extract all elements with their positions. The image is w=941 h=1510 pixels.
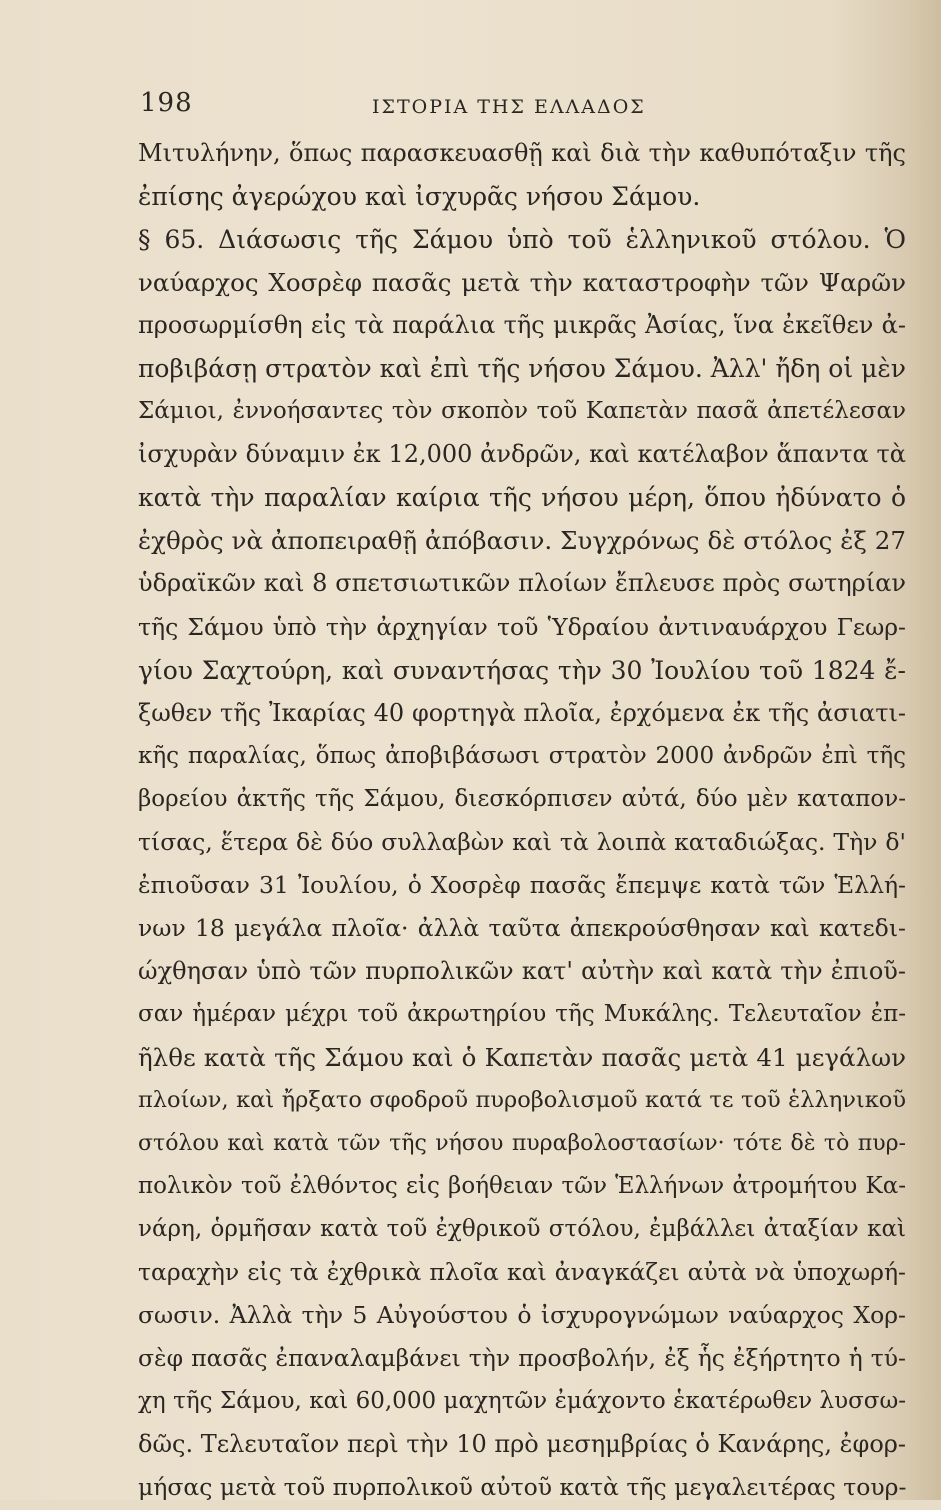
text-line: νάρη, ὁρμῆσαν κατὰ τοῦ ἐχθρικοῦ στόλου, ἐμβάλλει ἀταξίαν καὶ [138, 1216, 906, 1243]
text-line: χη τῆς Σάμου, καὶ 60,000 μαχητῶν ἐμάχοντο ἑκατέρωθεν λυσσω- [138, 1388, 906, 1415]
text-line: ποβιβάσῃ στρατὸν καὶ ἐπὶ τῆς νήσου Σάμου. Ἀλλ' ἤδη οἱ μὲν [138, 354, 906, 384]
page-number: 198 [140, 88, 193, 118]
text-line: ναύαρχος Χοσρὲφ πασᾶς μετὰ τὴν καταστροφὴν τῶν Ψαρῶν [138, 268, 906, 298]
body-text [138, 132, 906, 1510]
text-line: ώχθησαν ὑπὸ τῶν πυρπολικῶν κατ' αὐτὴν καὶ κατὰ τὴν ἐπιοῦ- [138, 956, 906, 985]
text-line: τῆς Σάμου ὑπὸ τὴν ἀρχηγίαν τοῦ Ὑδραίου ἀντιναυάρχου Γεωρ- [138, 612, 906, 641]
text-line: μήσας μετὰ τοῦ πυρπολικοῦ αὐτοῦ κατὰ τῆς μεγαλειτέρας τουρ- [138, 1473, 907, 1502]
text-line: ξωθεν τῆς Ἰκαρίας 40 φορτηγὰ πλοῖα, ἐρχόμενα ἐκ τῆς ἀσιατι- [138, 698, 906, 727]
text-line: κῆς παραλίας, ὅπως ἀποβιβάσωσι στρατὸν 2000 ἀνδρῶν ἐπὶ τῆς [138, 742, 906, 769]
text-line: Σάμιοι, ἐννοήσαντες τὸν σκοπὸν τοῦ Καπετὰν πασᾶ ἀπετέλεσαν [138, 398, 906, 425]
text-line: προσωρμίσθη εἰς τὰ παράλια τῆς μικρᾶς Ἀσίας, ἵνα ἐκεῖθεν ἀ- [138, 311, 906, 340]
text-line: πολικὸν τοῦ ἐλθόντος εἰς βοήθειαν τῶν Ἑλλήνων ἀτρομήτου Κα- [138, 1173, 906, 1200]
text-line: ἐπιοῦσαν 31 Ἰουλίου, ὁ Χοσρὲφ πασᾶς ἔπεμψε κατὰ τῶν Ἑλλή- [138, 870, 906, 899]
text-line: πλοίων, καὶ ἤρξατο σφοδροῦ πυροβολισμοῦ κατά τε τοῦ ἑλληνικοῦ [138, 1087, 906, 1114]
text-line: σαν ἡμέραν μέχρι τοῦ ἀκρωτηρίου τῆς Μυκάλης. Τελευταῖον ἐπ- [138, 1000, 906, 1027]
text-line: σὲφ πασᾶς ἐπαναλαμβάνει τὴν προσβολήν, ἐξ ἧς ἐξήρτητο ἡ τύ- [138, 1344, 906, 1373]
text-line: ἰσχυρὰν δύναμιν ἐκ 12,000 ἀνδρῶν, καὶ κατέλαβον ἅπαντα τὰ [138, 440, 906, 469]
text-line: ἐπίσης ἀγερώχου καὶ ἰσχυρᾶς νήσου Σάμου. [138, 182, 701, 212]
section-heading-line: § 65. Διάσωσις τῆς Σάμου ὑπὸ τοῦ ἑλληνικοῦ στόλου. Ὁ [138, 225, 906, 255]
running-head: ΙΣΤΟΡΙΑ ΤΗΣ ΕΛΛΑΔΟΣ [372, 96, 646, 118]
text-line: στόλου καὶ κατὰ τῶν τῆς νήσου πυραβολοστασίων· τότε δὲ τὸ πυρ- [138, 1131, 906, 1157]
text-line: κατὰ τὴν παραλίαν καίρια τῆς νήσου μέρη, ὅπου ἠδύνατο ὁ [138, 483, 906, 513]
text-line: γίου Σαχτούρη, καὶ συναντήσας τὴν 30 Ἰουλίου τοῦ 1824 ἔ- [138, 655, 906, 685]
text-line: σωσιν. Ἀλλὰ τὴν 5 Αὐγούστου ὁ ἰσχυρογνώμων ναύαρχος Χορ- [138, 1301, 906, 1330]
text-line: ταραχὴν εἰς τὰ ἐχθρικὰ πλοῖα καὶ ἀναγκάζει αὐτὰ νὰ ὑποχωρή- [138, 1258, 906, 1287]
text-line: δῶς. Τελευταῖον περὶ τὴν 10 πρὸ μεσημβρίας ὁ Κανάρης, ἐφορ- [138, 1430, 906, 1459]
text-line: ὑδραϊκῶν καὶ 8 σπετσιωτικῶν πλοίων ἔπλευσε πρὸς σωτηρίαν [138, 569, 906, 598]
text-line: βορείου ἀκτῆς τῆς Σάμου, διεσκόρπισεν αὐτά, δύο μὲν καταπον- [138, 785, 906, 812]
text-line: ῆλθε κατὰ τῆς Σάμου καὶ ὁ Καπετὰν πασᾶς μετὰ 41 μεγάλων [138, 1042, 906, 1072]
text-line: τίσας, ἕτερα δὲ δύο συλλαβὼν καὶ τὰ λοιπὰ καταδιώξας. Τὴν δ' [138, 827, 906, 856]
text-line: Μιτυλήνην, ὅπως παρασκευασθῇ καὶ διὰ τὴν καθυπόταξιν τῆς [138, 139, 906, 167]
text-line: νων 18 μεγάλα πλοῖα· ἀλλὰ ταῦτα ἀπεκρούσθησαν καὶ κατεδι- [138, 913, 906, 942]
page-header [140, 88, 900, 128]
text-line: ἐχθρὸς νὰ ἀποπειραθῇ ἀπόβασιν. Συγχρόνως δὲ στόλος ἐξ 27 [138, 526, 906, 556]
